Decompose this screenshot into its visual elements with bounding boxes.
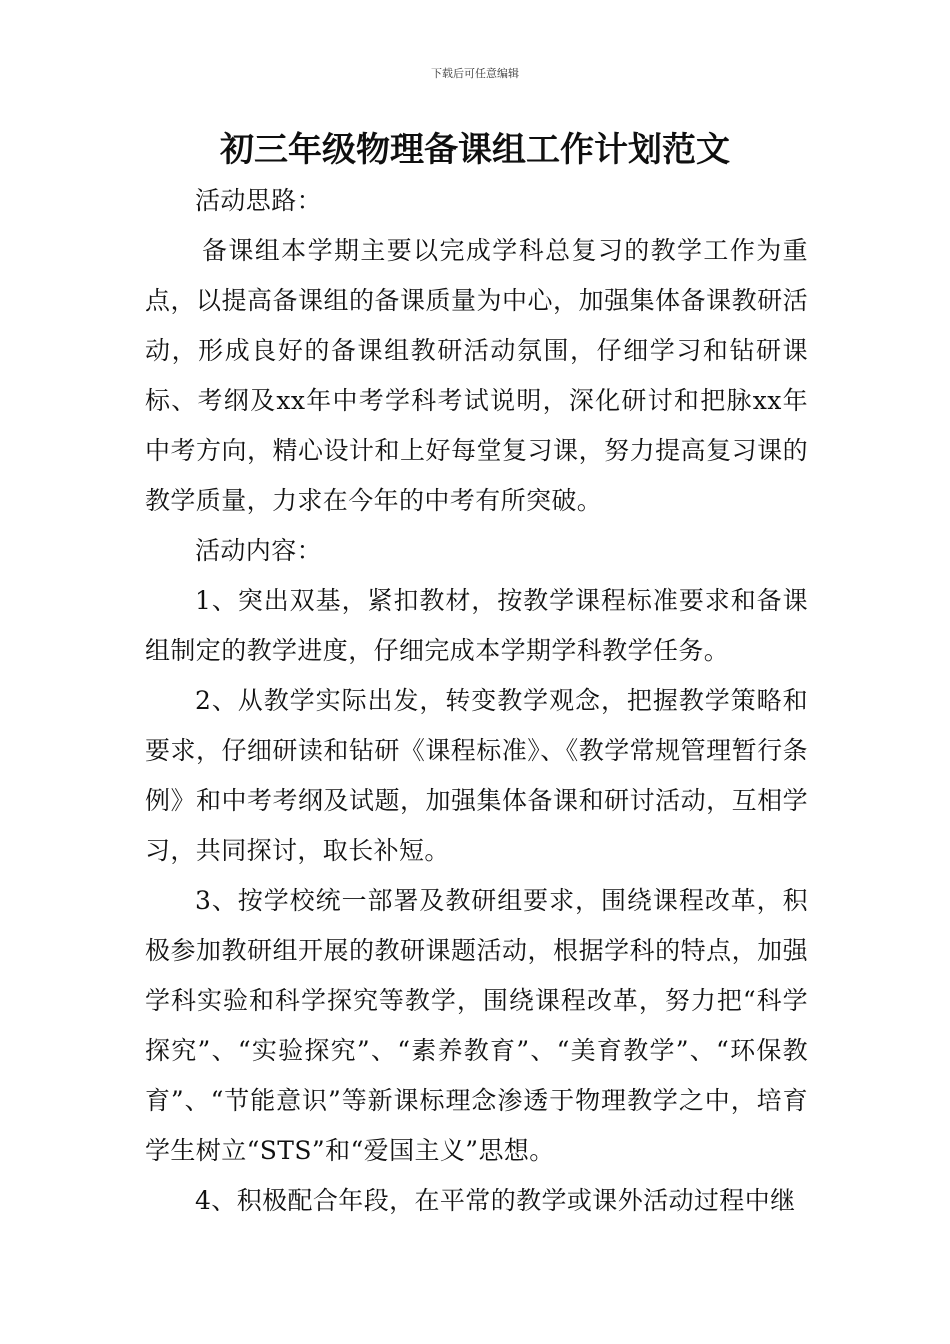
list-item-4: 4、积极配合年段，在平常的教学或课外活动过程中继 xyxy=(195,1186,796,1215)
document-title: 初三年级物理备课组工作计划范文 xyxy=(220,130,730,170)
paragraph-approach: 备课组本学期主要以完成学科总复习的教学工作为重点，以提高备课组的备课质量为中心，加强集体备课教研活动，形成良好的备课组教研活动氛围，仔细学习和钻研课标、考纲及xx年中考学科考试说明，深化研讨和把脉xx年中考方向，精心设计和上好每堂复习课，努力提高复习课的教学质量，力求在今年的中考有所突破。 xyxy=(145,236,808,515)
section-heading-approach: 活动思路： xyxy=(195,186,323,215)
header-note: 下载后可任意编辑 xyxy=(431,67,519,80)
list-item-2: 2、从教学实际出发，转变教学观念，把握教学策略和要求，仔细研读和钻研《课程标准》、《教学常规管理暂行条例》和中考考纲及试题，加强集体备课和研讨活动，互相学习，共同探讨，取长补短。 xyxy=(145,686,808,865)
list-item-1: 1、突出双基，紧扣教材，按教学课程标准要求和备课组制定的教学进度，仔细完成本学期学科教学任务。 xyxy=(145,586,808,665)
list-item-3: 3、按学校统一部署及教研组要求，围绕课程改革，积极参加教研组开展的教研课题活动，根据学科的特点，加强学科实验和科学探究等教学，围绕课程改革，努力把“科学探究”、“实验探究”、“素养教育”、“美育教学”、“环保教育”、“节能意识”等新课标理念渗透于物理教学之中，培育学生树立“STS”和“爱国主义”思想。 xyxy=(145,886,808,1165)
document-body xyxy=(145,176,808,1226)
section-heading-content: 活动内容： xyxy=(195,536,323,565)
